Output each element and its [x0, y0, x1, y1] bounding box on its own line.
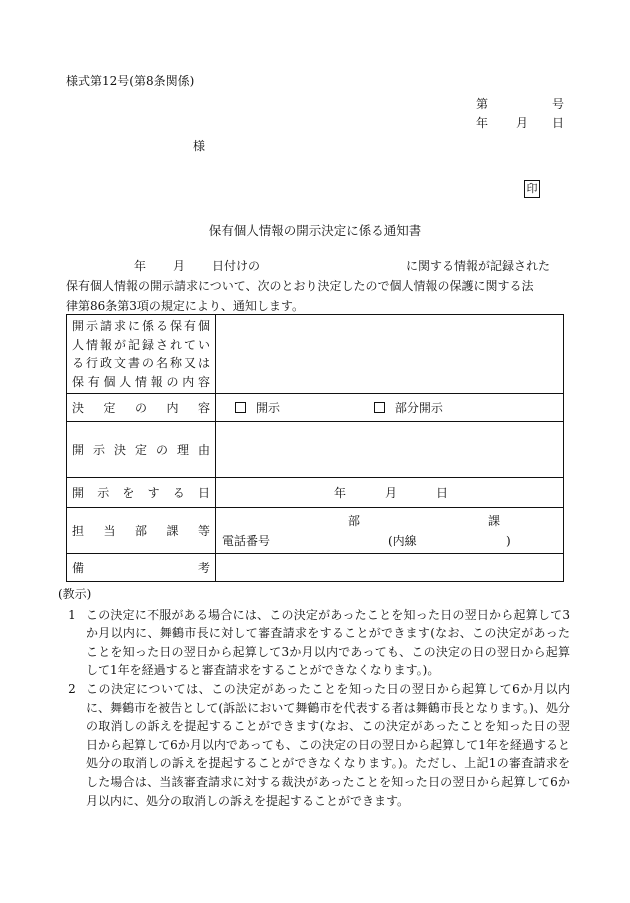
intro-line-1-rest: に関する情報が記録された	[406, 259, 551, 273]
intro-line-3: 律第86条第3項の規定により、通知します。	[66, 299, 304, 313]
table-row	[67, 315, 564, 394]
instructions-section	[58, 585, 570, 810]
form-number: 様式第12号(第8条関係)	[66, 74, 195, 88]
option-disclose[interactable]: 開示	[235, 401, 280, 415]
row-label-reason: 開示決定の理由	[67, 422, 216, 478]
department-value[interactable]: 部 課 電話番号 (内線 )	[216, 508, 564, 554]
instruction-number: 1	[68, 607, 76, 622]
disclosure-date-value[interactable]: 年 月 日	[216, 478, 564, 508]
table-row	[67, 554, 564, 582]
intro-year: 年	[134, 259, 147, 273]
intro-day: 日付けの	[212, 259, 261, 273]
checkbox-icon[interactable]	[235, 402, 246, 413]
date-month: 月	[516, 116, 529, 130]
intro-line-1	[66, 257, 566, 277]
table-row	[67, 508, 564, 554]
doc-number-prefix: 第	[476, 97, 489, 111]
table-row	[67, 422, 564, 478]
table-row	[67, 394, 564, 422]
instruction-item	[58, 606, 570, 680]
row-label-decision: 決定の内容	[67, 394, 216, 422]
intro-line-2: 保有個人情報の開示請求について、次のとおり決定したので個人情報の保護に関する法	[66, 279, 534, 293]
seal-mark: 印	[524, 180, 540, 198]
table-row	[67, 478, 564, 508]
instruction-item	[58, 680, 570, 810]
row-label-department: 担当部課等	[67, 508, 216, 554]
date-day: 日	[552, 116, 565, 130]
decision-table	[66, 314, 564, 582]
instruction-text: この決定については、この決定があったことを知った日の翌日から起算して6か月以内に、舞鶴市を被告として(訴訟において舞鶴市を代表する者は舞鶴市長となります。)、処分の取消しの訴えを提起することができます(なお、この決定があったことを知った日の翌日から起算して6か月以内であっても、この決定の日の翌日から起算して1年を経過すると処分の取消しの訴えを提起することができなくなります。)。ただし、上記1の審査請求をした場合は、当該審査請求に対する裁決があったことを知った日の翌日から起算して6か月以内に、処分の取消しの訴えを提起することができます。	[86, 681, 570, 808]
remarks-value[interactable]	[216, 554, 564, 582]
instruction-text: この決定に不服がある場合には、この決定があったことを知った日の翌日から起算して3か月以内に、舞鶴市長に対して審査請求をすることができます(なお、この決定があったことを知った日の翌日から起算して3か月以内であっても、この決定の日の翌日から起算して1年を経過すると審査請求をすることができなくなります。)。	[86, 607, 570, 678]
addressee-honorific: 様	[193, 139, 206, 153]
row-label-document-name: 開示請求に係る保有個 人情報が記録されてい る行政文書の名称又は 保有個人情報の内容	[67, 315, 216, 394]
page-title: 保有個人情報の開示決定に係る通知書	[208, 223, 422, 238]
decision-options	[216, 394, 564, 422]
date-year: 年	[476, 116, 489, 130]
document-name-value[interactable]	[216, 315, 564, 394]
doc-number-suffix: 号	[552, 97, 565, 111]
intro-month: 月	[173, 259, 186, 273]
row-label-disclosure-date: 開示をする日	[67, 478, 216, 508]
option-partial-disclose[interactable]: 部分開示	[374, 401, 443, 415]
instructions-header: (教示)	[58, 587, 92, 601]
checkbox-icon[interactable]	[374, 402, 385, 413]
row-label-remarks: 備考	[67, 554, 216, 582]
intro-paragraph	[66, 257, 566, 317]
reason-value[interactable]	[216, 422, 564, 478]
instruction-number: 2	[68, 681, 76, 696]
